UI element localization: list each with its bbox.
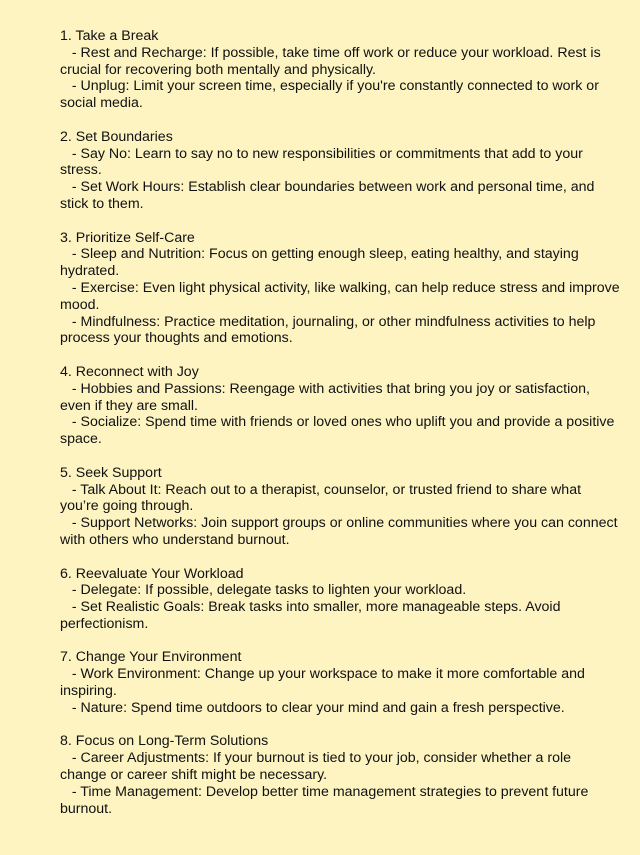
section-reconnect-with-joy [60, 364, 620, 448]
section-heading: 7. Change Your Environment [60, 649, 242, 666]
section-reevaluate-workload [60, 566, 620, 633]
section-take-a-break [60, 28, 620, 112]
section-heading: 5. Seek Support [60, 464, 162, 481]
list-item [60, 78, 620, 112]
section-seek-support [60, 465, 620, 549]
list-item-text: - Socialize: Spend time with friends or loved ones who uplift you and provide a positive space. [60, 414, 615, 448]
list-item [60, 179, 620, 213]
list-item [60, 280, 620, 314]
list-item-text: - Exercise: Even light physical activity, like walking, can help reduce stress and improve mood. [60, 279, 620, 313]
section-prioritize-self-care [60, 230, 620, 348]
list-item-text: - Set Realistic Goals: Break tasks into smaller, more manageable steps. Avoid perfectionism. [60, 599, 561, 632]
list-item-text: - Hobbies and Passions: Reengage with activities that bring you joy or satisfaction, even if they are small. [60, 380, 590, 414]
list-item [60, 314, 620, 348]
document-body [60, 28, 620, 834]
section-heading: 6. Reevaluate Your Workload [60, 565, 244, 582]
list-item-text: - Rest and Recharge: If possible, take time off work or reduce your workload. Rest is crucial for recovering both mentally and physically. [60, 44, 601, 78]
section-long-term-solutions [60, 733, 620, 817]
list-item [60, 482, 620, 516]
list-item [60, 784, 620, 818]
list-item-text: - Delegate: If possible, delegate tasks to lighten your workload. [71, 582, 467, 599]
list-item [60, 45, 620, 79]
list-item [60, 582, 620, 599]
section-heading: 2. Set Boundaries [60, 128, 173, 145]
list-item-text: - Say No: Learn to say no to new responsibilities or commitments that add to your stress. [60, 145, 583, 179]
list-item-text: - Talk About It: Reach out to a therapist, counselor, or trusted friend to share what you’re going through. [60, 481, 582, 515]
section-heading: 1. Take a Break [60, 28, 159, 44]
list-item-text: - Set Work Hours: Establish clear boundaries between work and personal time, and stick to them. [60, 179, 595, 212]
list-item [60, 700, 620, 717]
section-change-environment [60, 649, 620, 716]
section-heading: 3. Prioritize Self-Care [60, 229, 195, 246]
list-item-text: - Nature: Spend time outdoors to clear your mind and gain a fresh perspective. [71, 699, 565, 716]
list-item [60, 515, 620, 549]
list-item [60, 599, 620, 633]
list-item-text: - Time Management: Develop better time management strategies to prevent future burnout. [60, 783, 589, 817]
section-set-boundaries [60, 129, 620, 213]
list-item [60, 666, 620, 700]
list-item [60, 381, 620, 415]
section-heading: 4. Reconnect with Joy [60, 363, 199, 380]
list-item-text: - Career Adjustments: If your burnout is tied to your job, consider whether a role change or career shift might be necessary. [60, 750, 572, 784]
list-item [60, 414, 620, 448]
list-item [60, 146, 620, 180]
list-item [60, 750, 620, 784]
list-item [60, 246, 620, 280]
section-heading: 8. Focus on Long-Term Solutions [60, 733, 269, 750]
list-item-text: - Unplug: Limit your screen time, especially if you're constantly connected to work or social media. [60, 78, 599, 112]
list-item-text: - Support Networks: Join support groups or online communities where you can connect with others who understand burnout. [60, 515, 618, 548]
list-item-text: - Work Environment: Change up your workspace to make it more comfortable and inspiring. [60, 666, 585, 700]
list-item-text: - Sleep and Nutrition: Focus on getting enough sleep, eating healthy, and staying hydrated. [60, 246, 579, 280]
list-item-text: - Mindfulness: Practice meditation, journaling, or other mindfulness activities to help process your thoughts and emotions. [60, 313, 596, 347]
